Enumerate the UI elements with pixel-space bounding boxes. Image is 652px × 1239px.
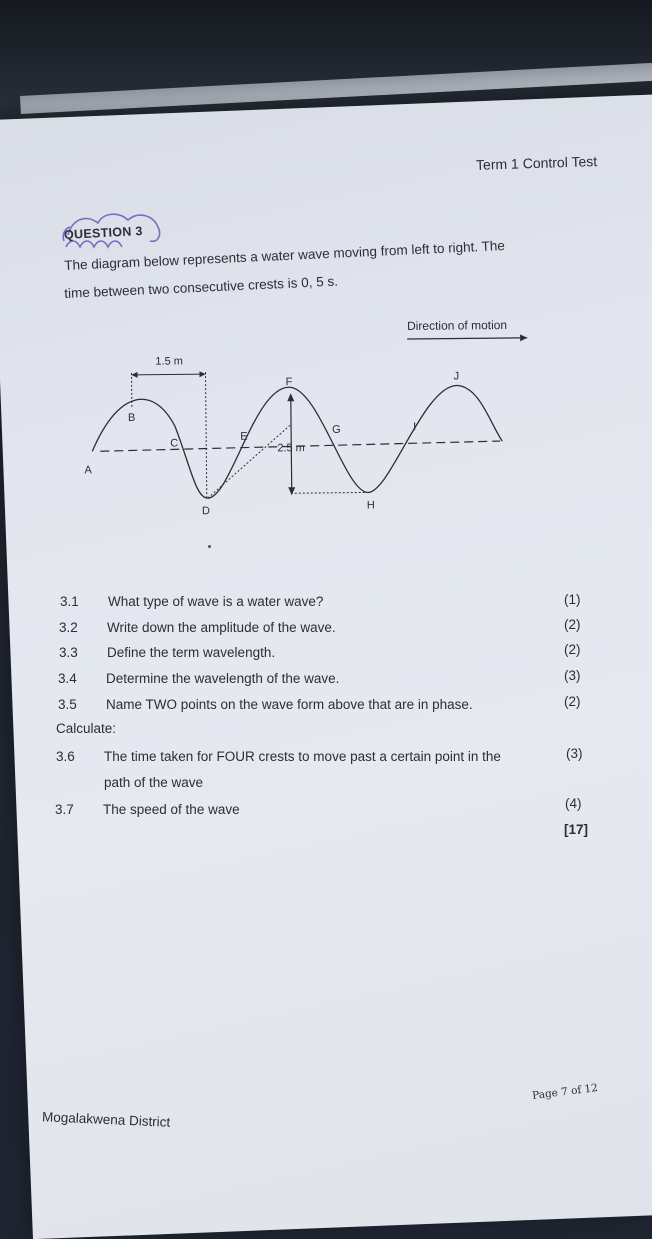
- question-number: 3.2: [59, 620, 78, 635]
- point-label-b: B: [128, 412, 135, 424]
- header-title: Term 1 Control Test: [476, 153, 598, 173]
- wavelength-tick-right: [205, 372, 206, 498]
- point-label-a: A: [84, 464, 92, 476]
- trough-dotted-line: [291, 492, 369, 493]
- wavelength-line: [132, 374, 206, 375]
- question-row: [58, 697, 588, 717]
- direction-arrow-head: [520, 334, 527, 341]
- wavelength-label: 1.5 m: [155, 355, 183, 367]
- question-number: 3.1: [60, 594, 79, 609]
- point-label-e: E: [240, 431, 247, 443]
- question-row: [60, 594, 590, 614]
- point-label-d: D: [202, 505, 210, 517]
- question-heading: QUESTION 3: [64, 224, 143, 242]
- question-text: What type of wave is a water wave?: [108, 594, 323, 609]
- question-row: [56, 749, 591, 793]
- point-label-h: H: [367, 499, 375, 511]
- question-marks: (1): [564, 592, 581, 607]
- total-marks: [17]: [564, 822, 588, 837]
- wavelength-arrow-left: [131, 372, 137, 378]
- point-label-f: F: [286, 376, 293, 388]
- wavelength-arrow-right: [199, 371, 205, 377]
- page-number: Page 7 of 12: [532, 1082, 599, 1102]
- calculate-label: Calculate:: [56, 721, 116, 736]
- point-label-i: I: [413, 421, 416, 433]
- question-number: 3.3: [59, 645, 78, 660]
- question-text: Write down the amplitude of the wave.: [107, 620, 336, 635]
- question-number: 3.6: [56, 749, 75, 764]
- d-to-f-dotted: [207, 425, 291, 498]
- question-text: The speed of the wave: [103, 802, 240, 817]
- question-marks: (4): [565, 796, 582, 811]
- question-number: 3.5: [58, 697, 77, 712]
- question-marks: (2): [564, 694, 581, 709]
- question-text: The time taken for FOUR crests to move past a certain point in the: [104, 749, 501, 764]
- intro-line-1: The diagram below represents a water wave moving from left to right. The: [64, 238, 505, 273]
- footer-district: Mogalakwena District: [42, 1109, 171, 1130]
- height-arrow-top: [287, 393, 294, 401]
- wave-diagram: [80, 315, 550, 525]
- question-row: [55, 802, 590, 822]
- question-marks: (2): [564, 617, 581, 632]
- question-number: 3.7: [55, 802, 74, 817]
- question-text: Determine the wavelength of the wave.: [106, 671, 339, 686]
- direction-arrow-line: [407, 338, 527, 339]
- point-label-j: J: [453, 370, 459, 382]
- point-label-g: G: [332, 424, 341, 436]
- point-label-c: C: [170, 437, 178, 449]
- intro-line-2: time between two consecutive crests is 0, 5 s.: [64, 274, 338, 301]
- question-marks: (3): [566, 746, 583, 761]
- height-label: 2.5 m: [277, 442, 305, 454]
- height-arrow-bottom: [288, 487, 295, 495]
- question-row: [59, 620, 589, 640]
- question-row: [59, 645, 589, 665]
- question-marks: (2): [564, 642, 581, 657]
- question-number: 3.4: [58, 671, 77, 686]
- question-text: Define the term wavelength.: [107, 645, 275, 660]
- stray-dot: [208, 545, 211, 548]
- question-row: [58, 671, 588, 691]
- direction-label: Direction of motion: [407, 318, 507, 333]
- question-marks: (3): [564, 668, 581, 683]
- question-text-continued: path of the wave: [104, 775, 203, 790]
- question-text: Name TWO points on the wave form above that are in phase.: [106, 697, 473, 712]
